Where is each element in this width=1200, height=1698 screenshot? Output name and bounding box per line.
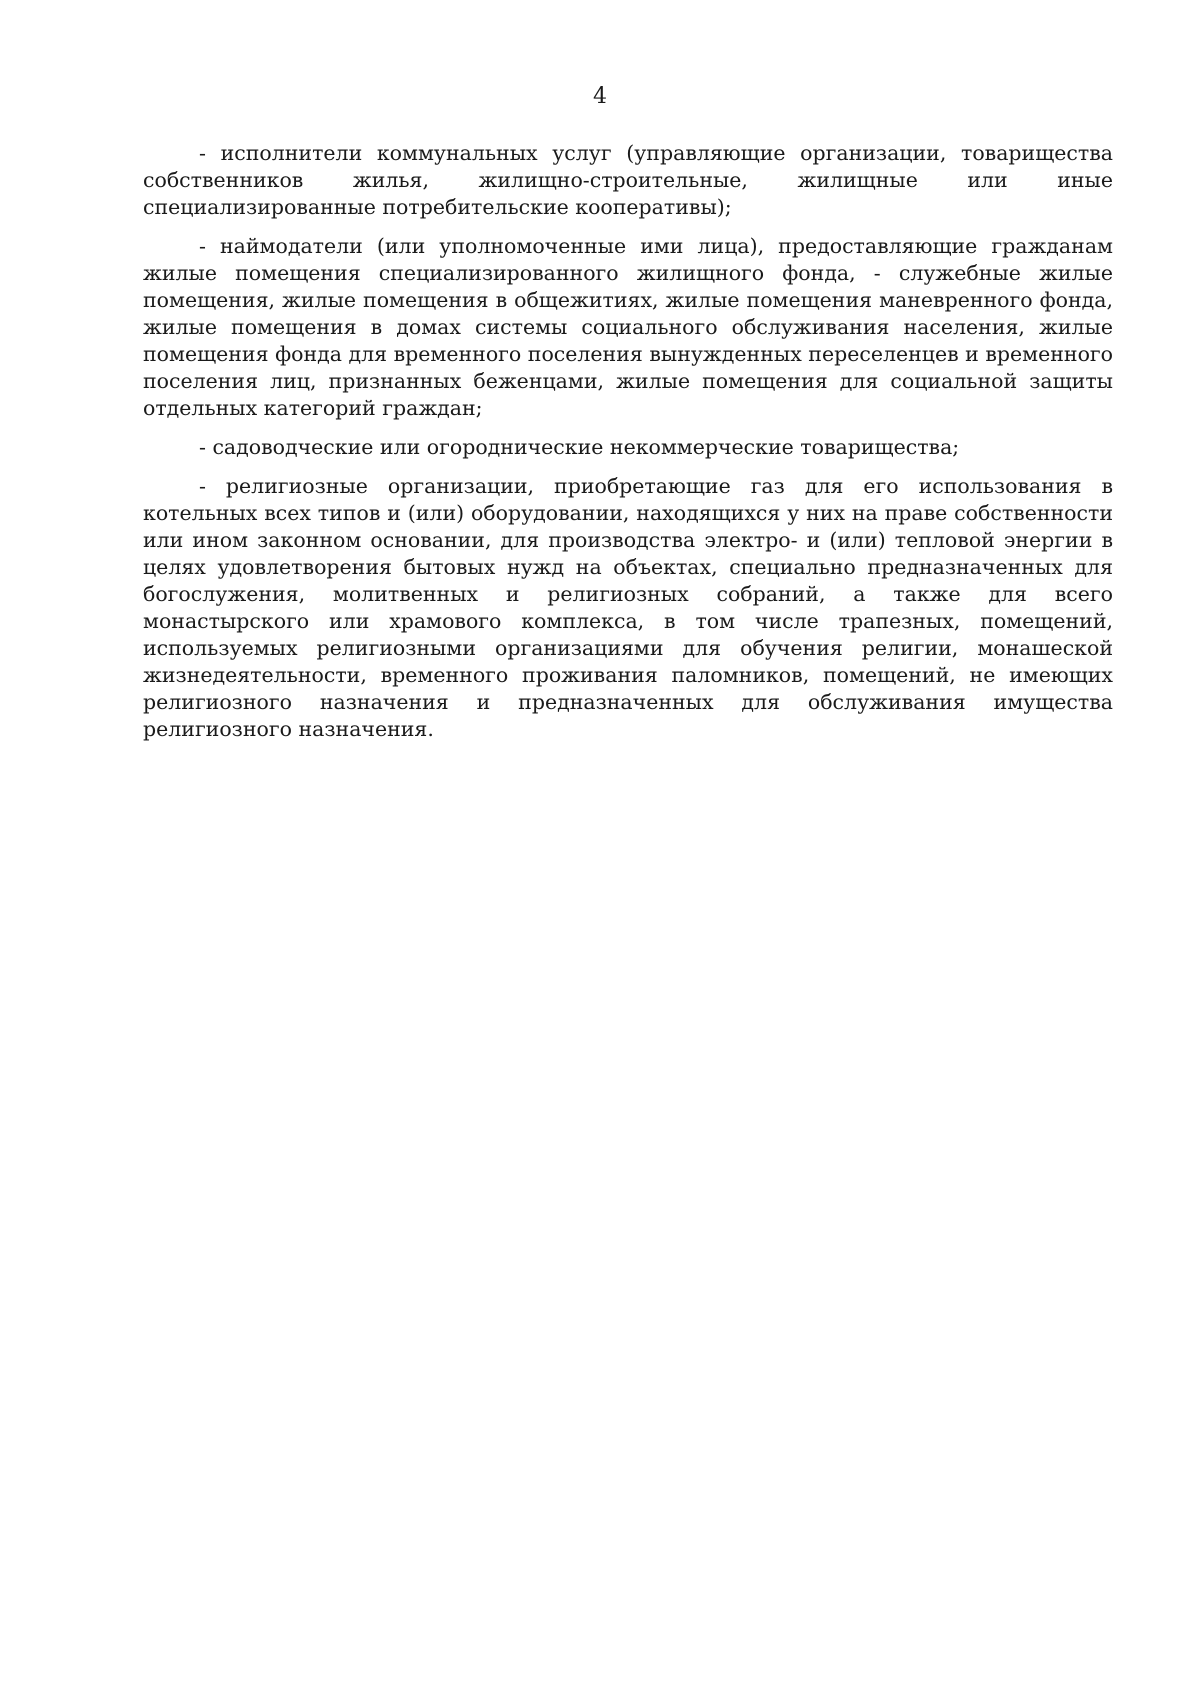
paragraph-landlords: - наймодатели (или уполномоченные ими лица), предоставляющие гражданам жилые помещения специализированного жилищного фонда, - служебные жилые помещения, жилые помещения в общежитиях, жилые помещения маневренного фонда, жилые помещения в домах системы социального обслуживания населения, жилые помещения фонда для временного поселения вынужденных переселенцев и временного поселения лиц, признанных беженцами, жилые помещения для социальной защиты отдельных категорий граждан;: [143, 234, 1113, 420]
paragraph-utility-providers: - исполнители коммунальных услуг (управляющие организации, товарищества собственников жилья, жилищно-строительные, жилищные или иные специализированные потребительские кооперативы);: [143, 141, 1113, 219]
page-number: 4: [593, 84, 607, 109]
document-body: [143, 140, 1113, 755]
paragraph-garden-partnerships: - садоводческие или огороднические некоммерческие товарищества;: [199, 435, 960, 459]
paragraph-religious-organizations: - религиозные организации, приобретающие газ для его использования в котельных всех типов и (или) оборудовании, находящихся у них на праве собственности или ином законном основании, для производства электро- и (или) тепловой энергии в целях удовлетворения бытовых нужд на объектах, специально предназначенных для богослужения, молитвенных и религиозных собраний, а также для всего монастырского или храмового комплекса, в том числе трапезных, помещений, используемых религиозными организациями для обучения религии, монашеской жизнедеятельности, временного проживания паломников, помещений, не имеющих религиозного назначения и предназначенных для обслуживания имущества религиозного назначения.: [143, 474, 1113, 741]
